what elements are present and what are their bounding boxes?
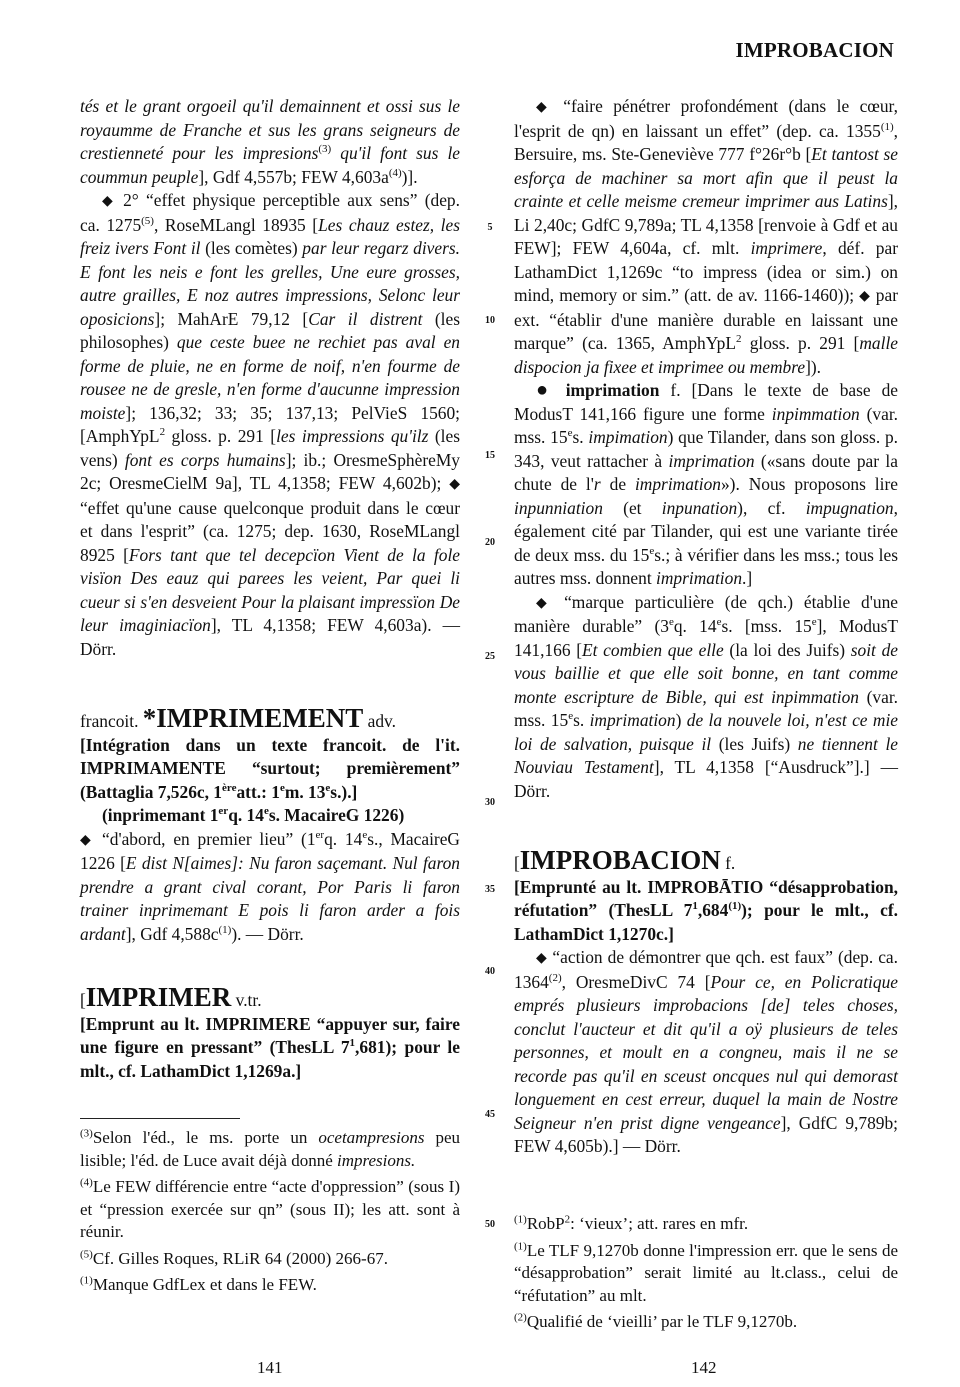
right-paragraph-3: ◆ “marque particulière (de qch.) établie d'une manière durable” (3eq. 14es. [mss. 15e], ModusT 141,166 [Et combien que elle (la loi des Juifs) soit de vous baillie et que elle soit bonne, en tant comme monte escripture de Bible, qui est inpimmation (var. mss. 15es. imprimation) de la nouvele loi, n'est ce mie loi de salvation, puisque il (les Juifs) ne tiennent le Nouviau Testament], TL 4,1358 [“Ausdruck”].] — Dörr. bbox=[514, 591, 899, 801]
line-number: 20 bbox=[485, 537, 495, 548]
line-number: 5 bbox=[487, 222, 493, 233]
line-number: 15 bbox=[485, 450, 495, 461]
footnote-rule bbox=[80, 1118, 240, 1119]
footnote-2: $^{(2)}$Qualifié de ‘vieilli’ par le TLF 9,1270b. bbox=[514, 1311, 798, 1331]
left-paragraph-2: ◆ 2° “effet physique perceptible aux sens” (dep. ca. 1275$^{(5)}$, RoseMLangl 18935 [Les chauz estez, les freiz ivers Font il (les comètes) par leur regarz divers. E font les neis e font les grelles, Une eure grosses, autre grailles, E noz autres impressions, Selonc leur oposicions]; MahArE 79,12 [Car il distrent (les philosophes) que ceste buee ne rechiet pas aval en forme de pluie, ne en forme de noif, n'en fourme de rousee ne de gresle, n'en forme d'aucunne impression moiste]; 136,32; 33; 35; 137,13; PelVieS 1560; [AmphYpL$^2$ gloss. p. 291 [les impressions qu'ilz (les vens) font es corps humains]; ib.; OresmeSphèreMy 2c; OresmeCielM 9a], TL 4,1358; FEW 4,602b); ◆ “effet qu'une cause quelconque produit dans le cœur et dans l'esprit” (ca. 1275; dep. 1630, RoseMLangl 8925 [Fors tant que tel decepcïon Vient de la fole visïon Des eauz qui parees les veient, Par quei li cueur si s'en desveient Pour la plaisant impressïon De leur imaginiacïon], TL 4,1358; FEW 4,603a). — Dörr. bbox=[80, 190, 461, 659]
entry-imprimement-heading: francoit. *IMPRIMEMENT adv. bbox=[80, 703, 396, 733]
diamond-icon: ◆ bbox=[102, 194, 116, 209]
diamond-icon: ◆ bbox=[859, 289, 871, 304]
line-number: 50 bbox=[485, 1219, 495, 1230]
entry-imprimement-form: (inprimemant 1erq. 14es. MacaireG 1226) bbox=[102, 805, 405, 825]
footnote-4: $^{(4)}$Le FEW différencie entre “acte d'oppression” (sous I) et “pression exercée sur qn” (sous II); les att. sont à réunir. bbox=[80, 1176, 460, 1241]
entry-imprimement-definition: ◆ “d'abord, en premier lieu” (1erq. 14es., MacaireG 1226 [E dist N[aimes]: Nu faron saçemant. Nul faron prendre a grant cival corant, Por Paris li faron trainer inprimemant E pois li faron arder a fois ardant], Gdf $4,588c^{(1)}$). — Dörr. bbox=[80, 828, 460, 944]
subentry-imprimation: ● imprimation f. [Dans le texte de base de ModusT 141,166 figure une forme inpimmation (var. mss. 15es. impimation) que Tilander, dans son gloss. p. 343, veut rattacher à imprimation («sans doute par la chute de l'r de imprimation»). Nous proposons lire inpunniation (et inpunation), cf. impugnation, également cité par Tilander, qui est une variante tirée de deux mss. du 15es.; à vérifier dans les mss.; tous les autres mss. donnent imprimation.] bbox=[514, 379, 899, 588]
diamond-icon: ◆ bbox=[80, 832, 95, 848]
line-number: 30 bbox=[485, 797, 495, 808]
left-footnotes bbox=[80, 1118, 460, 1301]
page-number-left: 141 bbox=[257, 1358, 283, 1377]
line-number: 25 bbox=[485, 651, 495, 662]
diamond-icon: ◆ bbox=[449, 477, 460, 492]
diamond-icon: ◆ bbox=[536, 100, 553, 115]
entry-imprimer-etymology: [Emprunt au lt. IMPRIMERE “appuyer sur, faire une figure en pressant” (ThesLL $7^1,681$); pour le mlt., cf. LathamDict 1,1269a.] bbox=[80, 1013, 460, 1081]
running-head: IMPROBACION bbox=[735, 38, 894, 62]
line-number: 40 bbox=[485, 966, 495, 977]
footnote-1: $^{(1)}$RobP$^2$: ‘vieux’; att. rares en mfr. bbox=[514, 1213, 749, 1233]
line-number: 45 bbox=[485, 1109, 495, 1120]
page-number-right: 142 bbox=[691, 1358, 717, 1377]
entry-improbacion-heading: [IMPROBACION f. bbox=[514, 845, 736, 875]
diamond-icon: ◆ bbox=[536, 951, 548, 966]
entry-improbacion-etymology: [Emprunté au lt. IMPROBĀTIO “désapprobation, réfutation” (ThesLL $7^1,684^{(1)}$); pour le mlt., cf. LathamDict 1,1270c.] bbox=[514, 876, 898, 944]
footnote-3: $^{(3)}$Selon l'éd., le ms. porte un ocetampresions peu lisible; l'éd. de Luce avait déjà donné impresions. bbox=[80, 1127, 461, 1170]
diamond-icon: ◆ bbox=[536, 595, 554, 611]
footnote-1b: $^{(1)}$Le TLF 9,1270b donne l'impression err. que le sens de “désapprobation” serait limité au lt.class., celui de “réfutation” au mlt. bbox=[514, 1239, 898, 1305]
left-column bbox=[80, 95, 460, 1083]
right-column bbox=[514, 95, 898, 1159]
entry-imprimer-heading: [IMPRIMER v.tr. bbox=[80, 982, 262, 1012]
left-paragraph-1: tés et le grant orgoeil qu'il demainnent et ossi sus le royaumme de Franche et sus les grans seigneurs de crestienneté pour les impresions$^{(3)}$ qu'il font sus le coummun peuple], Gdf 4,557b; FEW $4,603a^{(4)}$)]. bbox=[80, 96, 460, 187]
entry-imprimement-etymology: [Intégration dans un texte francoit. de l'it. IMPRIMAMENTE “surtout; premièrement” (Battaglia 7,526c, 1èreatt.: 1em. 13es.).] bbox=[80, 734, 460, 802]
line-number: 10 bbox=[485, 315, 495, 326]
bullet-icon: ● bbox=[536, 379, 555, 401]
entry-improbacion-definition: ◆ “action de démontrer que qch. est faux” (dep. ca. 1364$^{(2)}$, OresmeDivC 74 [Pour ce, en Policratique emprés plusieurs improbacions [de] teles choses, conclut l'aucteur et dit qu'il a oÿ plusieurs de teles personnes, et moult en a congneu, mais il ne se recorde pas qu'il en sceust oncques nul qui demorast longuement en cest erreur, duquel la main de Nostre Seigneur n'en prist digne vengeance], GdfC 9,789b; FEW 4,605b).] — Dörr. bbox=[514, 947, 898, 1156]
right-footnotes bbox=[514, 1213, 898, 1338]
line-number: 35 bbox=[485, 884, 495, 895]
footnote-5: $^{(5)}$Cf. Gilles Roques, RLiR 64 (2000) 266-67. bbox=[80, 1247, 388, 1268]
footnote-1: $^{(1)}$Manque GdfLex et dans le FEW. bbox=[80, 1274, 317, 1294]
right-paragraph-1: ◆ “faire pénétrer profondément (dans le cœur, l'esprit de qn) en laissant un effet” (dep. ca. 1355$^{(1)}$, Bersuire, ms. Ste-Geneviève 777 f°26r°b [Et tantost se esforça de machiner sa mort afin que il peust la crainte et celle meisme cremeur imprimer aus Latins], Li 2,40c; GdfC 9,789a; TL 4,1358 [renvoie à Gdf et au FEW]; FEW 4,604a, cf. mlt. imprimere, déf. par LathamDict 1,1269c “to impress (idea or sim.) on mind, memory or sim.” (att. de av. 1166-1460)); ◆ par ext. “établir d'une manière durable en laissant une marque” (ca. 1365, AmphYpL$^2$ gloss. p. 291 [malle dispocion ja fixee et imprimee ou membre]). bbox=[514, 96, 898, 377]
